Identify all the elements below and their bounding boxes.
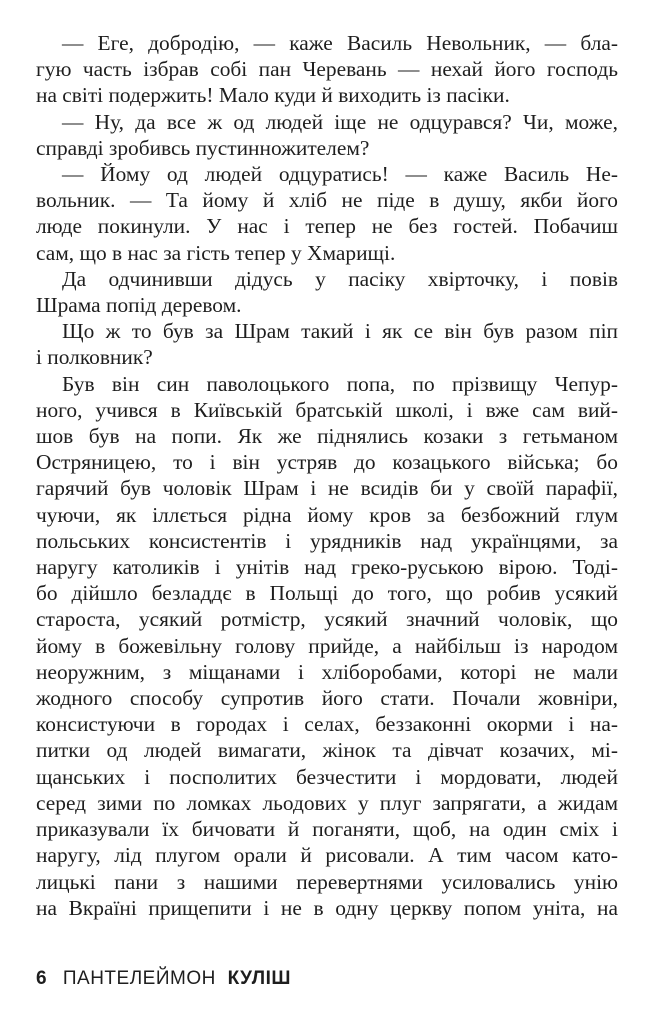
- text-line: — Ну, да все ж од людей іще не одцурався? Чи, може,: [62, 109, 618, 134]
- page-body: [36, 30, 618, 921]
- paragraph: [36, 109, 618, 161]
- text-line: староста, усякий ротмістр, усякий значний чоловік, що: [36, 607, 618, 632]
- text-line: польських консистентів і урядників над українцями, за: [36, 528, 618, 553]
- text-line: на Вкраїні прищепити і не в одну церкву попом уніта, на: [36, 895, 618, 920]
- text-line: шов був на попи. Як же піднялись козаки з гетьманом: [36, 424, 618, 449]
- text-line: гарячий був чоловік Шрам і не всидів би у своїй парафії,: [36, 476, 618, 501]
- text-line: серед зими по ломках льодових у плуг запрягати, а жидам: [36, 790, 618, 815]
- text-line: ного, учився в Київській братській школі, і вже сам вий-: [36, 397, 618, 422]
- author-first-name: ПАНТЕЛЕЙМОН: [62, 968, 216, 989]
- text-line: приказували їх бичовати й поганяти, щоб, на один сміх і: [36, 817, 618, 842]
- text-line: вольник. — Та йому й хліб не піде в душу, якби його: [36, 188, 618, 213]
- paragraph: [36, 161, 618, 266]
- text-line: люде покинули. У нас і тепер не без гостей. Побачиш: [36, 214, 618, 239]
- text-line: йому в божевільну голову прийде, а найбільш із народом: [36, 633, 618, 658]
- page-footer: [36, 968, 291, 990]
- paragraph: [36, 371, 618, 921]
- text-line: Був він син паволоцького попа, по прізвищу Чепур-: [62, 371, 618, 396]
- text-line: щанських і посполитих безчестити і мордовати, людей: [36, 764, 618, 789]
- paragraph: [36, 318, 618, 370]
- author-last-name: КУЛІШ: [227, 968, 291, 989]
- text-line: чуючи, як іллється рідна йому кров за безбожний глум: [36, 502, 618, 527]
- text-line: неоружним, з міщанами і хліборобами, которі не мали: [36, 659, 618, 684]
- text-line: справді зробивсь пустинножителем?: [36, 135, 370, 160]
- paragraph: [36, 266, 618, 318]
- text-line: бо дійшло безладдє в Польщі до того, що робив усякий: [36, 581, 618, 606]
- text-line: жодного способу супротив його стати. Почали жовніри,: [36, 686, 618, 711]
- text-line: лицькі пани з нашими перевертнями усиловались унію: [36, 869, 618, 894]
- text-line: — Еге, добродію, — каже Василь Невольник, — бла-: [62, 31, 618, 55]
- text-line: наругу, лід плугом орали й рисовали. А тим часом като-: [36, 843, 618, 868]
- page-number: 6: [36, 968, 48, 989]
- text-line: Да одчинивши дідусь у пасіку хвірточку, і повів: [62, 266, 618, 291]
- text-line: — Йому од людей одцуратись! — каже Василь Не-: [62, 162, 618, 187]
- text-line: і полковник?: [36, 345, 153, 370]
- text-line: наругу католиків і унітів над греко-руською вірою. Тоді-: [36, 555, 618, 580]
- text-line: Що ж то був за Шрам такий і як се він був разом піп: [62, 319, 618, 344]
- text-line: на світі подержить! Мало куди й виходить із пасіки.: [36, 83, 510, 108]
- text-line: консистуючи в городах і селах, беззаконні окорми і на-: [36, 712, 618, 737]
- text-line: Шрама попід деревом.: [36, 293, 242, 318]
- text-line: сам, що в нас за гість тепер у Хмарищі.: [36, 240, 396, 265]
- text-line: Остряницею, то і він устряв до козацького війська; бо: [36, 450, 618, 475]
- text-line: гую часть ізбрав собі пан Черевань — нехай його господь: [36, 57, 618, 82]
- paragraph: [36, 30, 618, 109]
- text-line: питки од людей вимагати, жінок та дівчат козачих, мі-: [36, 738, 618, 763]
